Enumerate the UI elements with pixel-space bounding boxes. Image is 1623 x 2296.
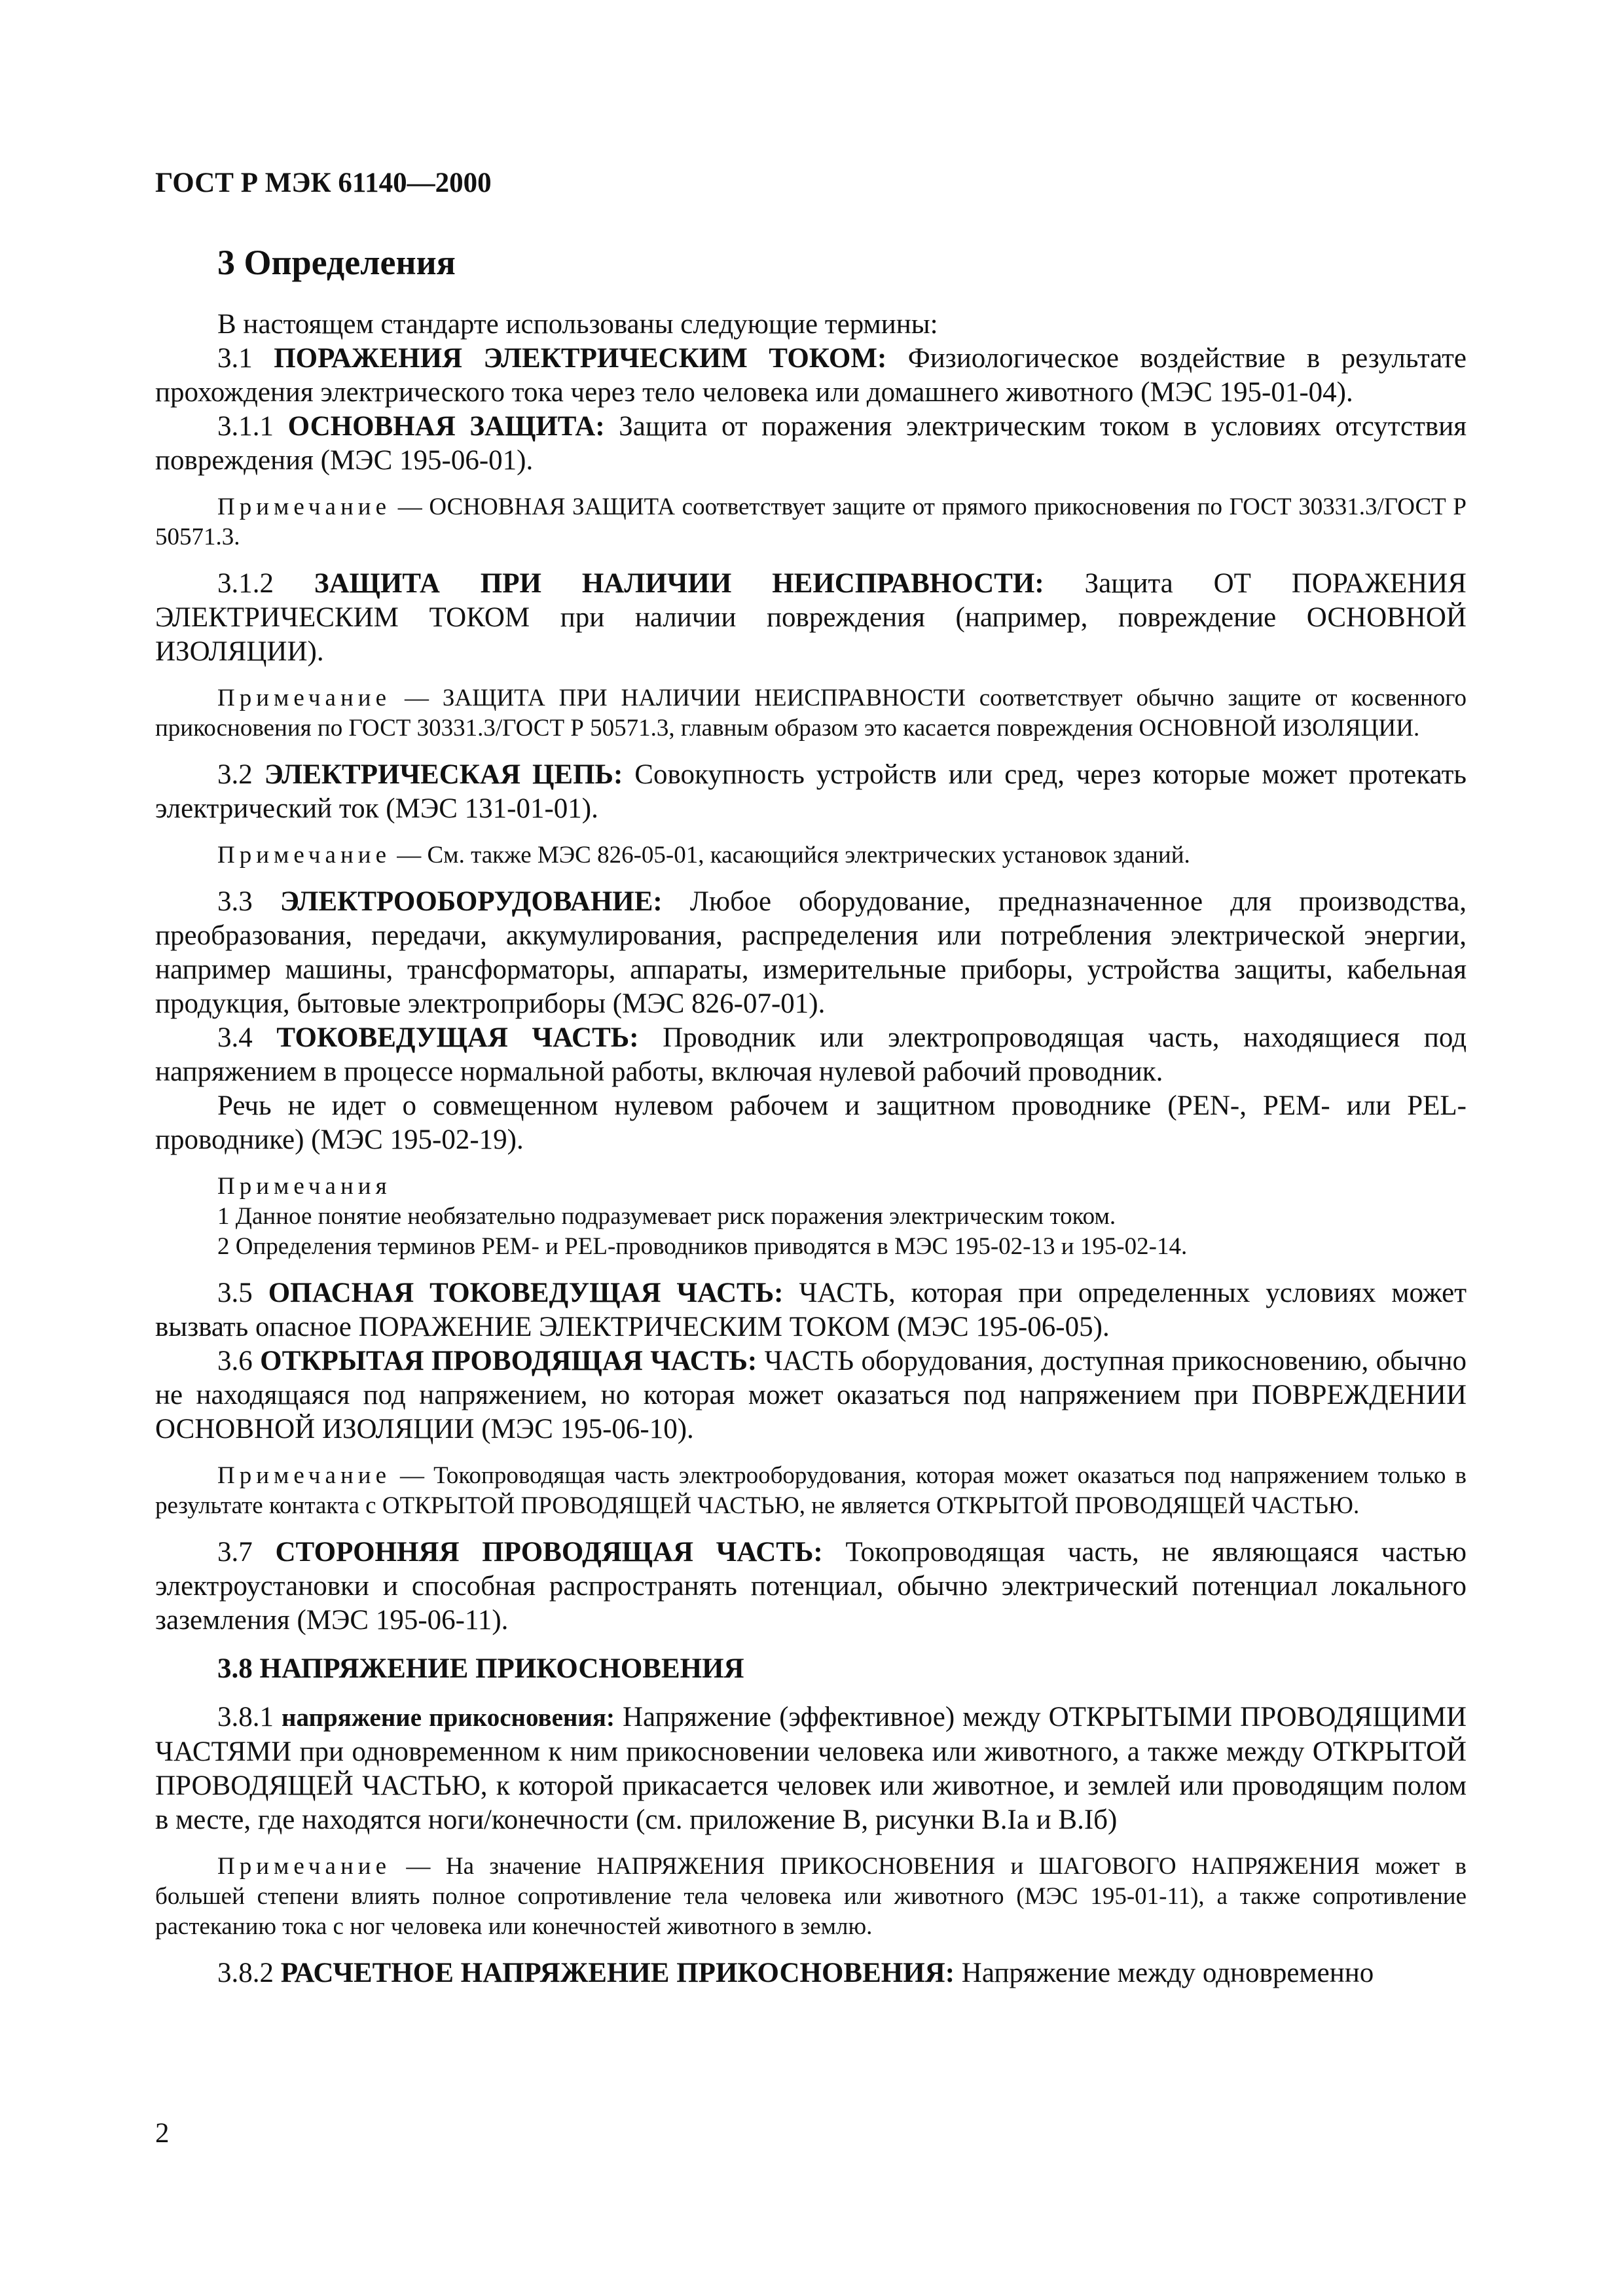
note-3-1-1: [155, 492, 1467, 552]
notes-label: Примечания: [217, 1173, 392, 1200]
note-label: Примечание: [217, 685, 391, 711]
note-label: Примечание: [217, 1853, 391, 1880]
definition-text: Напряжение между одновременно: [955, 1958, 1374, 1988]
note-label: Примечание: [217, 493, 391, 520]
definition-3-4: [155, 1021, 1467, 1089]
definition-text: ЧАСТЬ, которая при определенных условиях может вызвать опасное ПОРАЖЕНИЕ ЭЛЕКТРИЧЕСКИМ ТОКОМ (МЭС 195-06-05).: [155, 1278, 1467, 1342]
definition-number: 3.2: [217, 759, 264, 790]
definition-text: Физиологическое воздействие в результате прохождения электрического тока через тело человека или домашнего животного (МЭС 195-01-04).: [155, 343, 1467, 408]
note-3-2: [155, 840, 1467, 870]
document-code-header: ГОСТ Р МЭК 61140—2000: [155, 168, 492, 198]
note-text: — Токопроводящая часть электрооборудования, которая может оказаться под напряжением только в результате контакта с ОТКРЫТОЙ ПРОВОДЯЩЕЙ ЧАСТЬЮ, не является ОТКРЫТОЙ ПРОВОДЯЩЕЙ ЧАСТЬЮ.: [155, 1462, 1467, 1519]
definition-number: 3.1: [217, 343, 274, 374]
definition-term: ОПАСНАЯ ТОКОВЕДУЩАЯ ЧАСТЬ:: [268, 1278, 784, 1308]
definition-3-1-2: [155, 567, 1467, 669]
note-3-8-1: [155, 1852, 1467, 1942]
definition-3-4-continuation: Речь не идет о совмещенном нулевом рабочем и защитном проводнике (PEN-, PEM- или PEL-проводнике) (МЭС 195-02-19).: [155, 1090, 1467, 1155]
definition-3-1-1: [155, 410, 1467, 478]
heading-3-8: [155, 1652, 1467, 1686]
note-text: — На значение НАПРЯЖЕНИЯ ПРИКОСНОВЕНИЯ и ШАГОВОГО НАПРЯЖЕНИЯ может в большей степени влиять полное сопротивление тела человека или животного (МЭС 195-01-11), а также сопротивление растеканию тока с ног человека или конечностей животного в землю.: [155, 1853, 1467, 1940]
note-3-6: [155, 1461, 1467, 1521]
definition-term: ЗАЩИТА ПРИ НАЛИЧИИ НЕИСПРАВНОСТИ:: [314, 568, 1044, 599]
definition-term: РАСЧЕТНОЕ НАПРЯЖЕНИЕ ПРИКОСНОВЕНИЯ:: [280, 1958, 955, 1988]
definition-number: 3.8.1: [217, 1702, 282, 1732]
note-label: Примечание: [217, 842, 391, 869]
definition-text: Любое оборудование, предназначенное для производства, преобразования, передачи, аккумулирования, распределения или потребления электрической энергии, например машины, трансформаторы, аппараты, измерительные приборы, устройства защиты, кабельная продукция, бытовые электроприборы (МЭС 826-07-01).: [155, 886, 1467, 1019]
definition-3-8-1: [155, 1700, 1467, 1837]
definition-text: Защита от поражения электрическим током в условиях отсутствия повреждения (МЭС 195-06-01).: [155, 411, 1467, 476]
definition-number: 3.4: [217, 1022, 277, 1053]
subsection-heading: 3.8 НАПРЯЖЕНИЕ ПРИКОСНОВЕНИЯ: [217, 1653, 744, 1684]
note-text: — ОСНОВНАЯ ЗАЩИТА соответствует защите от прямого прикосновения по ГОСТ 30331.3/ГОСТ Р 50571.3.: [155, 493, 1467, 550]
definition-text: ЧАСТЬ оборудования, доступная прикосновению, обычно не находящаяся под напряжением, но которая может оказаться под напряжением при ПОВРЕЖДЕНИИ ОСНОВНОЙ ИЗОЛЯЦИИ (МЭС 195-06-10).: [155, 1346, 1467, 1444]
definition-term: напряжение прикосновения:: [282, 1704, 615, 1732]
definition-3-2: [155, 758, 1467, 826]
definition-3-1: [155, 342, 1467, 410]
definition-term: ЭЛЕКТРООБОРУДОВАНИЕ:: [280, 886, 663, 917]
definition-3-8-2: [155, 1956, 1467, 1990]
note-text: — См. также МЭС 826-05-01, касающийся электрических установок зданий.: [391, 842, 1190, 869]
note-3-1-2: [155, 683, 1467, 744]
definition-term: ПОРАЖЕНИЯ ЭЛЕКТРИЧЕСКИМ ТОКОМ:: [274, 343, 887, 374]
definition-term: ЭЛЕКТРИЧЕСКАЯ ЦЕПЬ:: [264, 759, 623, 790]
notes-3-4-item-2: 2 Определения терминов PEM- и PEL-проводников приводятся в МЭС 195-02-13 и 195-02-14.: [217, 1233, 1188, 1260]
note-label: Примечание: [217, 1462, 391, 1489]
definition-number: 3.7: [217, 1537, 276, 1568]
definition-number: 3.8.2: [217, 1958, 281, 1988]
definition-term: ТОКОВЕДУЩАЯ ЧАСТЬ:: [276, 1022, 639, 1053]
definition-3-5: [155, 1276, 1467, 1344]
definition-text: Защита ОТ ПОРАЖЕНИЯ ЭЛЕКТРИЧЕСКИМ ТОКОМ при наличии повреждения (например, повреждение ОСНОВНОЙ ИЗОЛЯЦИИ).: [155, 568, 1467, 667]
definition-number: 3.1.1: [217, 411, 288, 442]
definition-term: ОСНОВНАЯ ЗАЩИТА:: [287, 411, 605, 442]
definition-text: Совокупность устройств или сред, через которые может протекать электрический ток (МЭС 131-01-01).: [155, 759, 1467, 824]
definition-3-3: [155, 885, 1467, 1021]
definition-3-7: [155, 1535, 1467, 1638]
definition-text: Проводник или электропроводящая часть, находящиеся под напряжением в процессе нормальной работы, включая нулевой рабочий проводник.: [155, 1022, 1467, 1087]
definition-term: ОТКРЫТАЯ ПРОВОДЯЩАЯ ЧАСТЬ:: [260, 1346, 757, 1376]
definition-3-6: [155, 1344, 1467, 1446]
notes-3-4-label: [155, 1172, 1467, 1202]
page-number: 2: [155, 2118, 170, 2149]
definition-text: Напряжение (эффективное) между ОТКРЫТЫМИ ПРОВОДЯЩИМИ ЧАСТЯМИ при одновременном к ним прикосновении человека или животного, а также между ОТКРЫТОЙ ПРОВОДЯЩЕЙ ЧАСТЬЮ, к которой прикасается человек или животное, и землей или проводящим полом в месте, где находятся ноги/конечности (см. приложение В, рисунки В.Iа и В.Iб): [155, 1702, 1467, 1835]
definition-text: Токопроводящая часть, не являющаяся частью электроустановки и способная распространять потенциал, обычно электрический потенциал локального заземления (МЭС 195-06-11).: [155, 1537, 1467, 1636]
section-title: 3 Определения: [217, 243, 456, 282]
notes-3-4-item-1: 1 Данное понятие необязательно подразумевает риск поражения электрическим током.: [217, 1203, 1116, 1230]
document-body: [155, 308, 1467, 1990]
intro-paragraph: В настоящем стандарте использованы следующие термины:: [217, 309, 938, 340]
definition-term: СТОРОННЯЯ ПРОВОДЯЩАЯ ЧАСТЬ:: [275, 1537, 823, 1568]
definition-number: 3.3: [217, 886, 280, 917]
note-text: — ЗАЩИТА ПРИ НАЛИЧИИ НЕИСПРАВНОСТИ соответствует обычно защите от косвенного прикосновения по ГОСТ 30331.3/ГОСТ Р 50571.3, главным образом это касается повреждения ОСНОВНОЙ ИЗОЛЯЦИИ.: [155, 685, 1467, 742]
definition-number: 3.1.2: [217, 568, 314, 599]
definition-number: 3.5: [217, 1278, 268, 1308]
definition-number: 3.6: [217, 1346, 261, 1376]
